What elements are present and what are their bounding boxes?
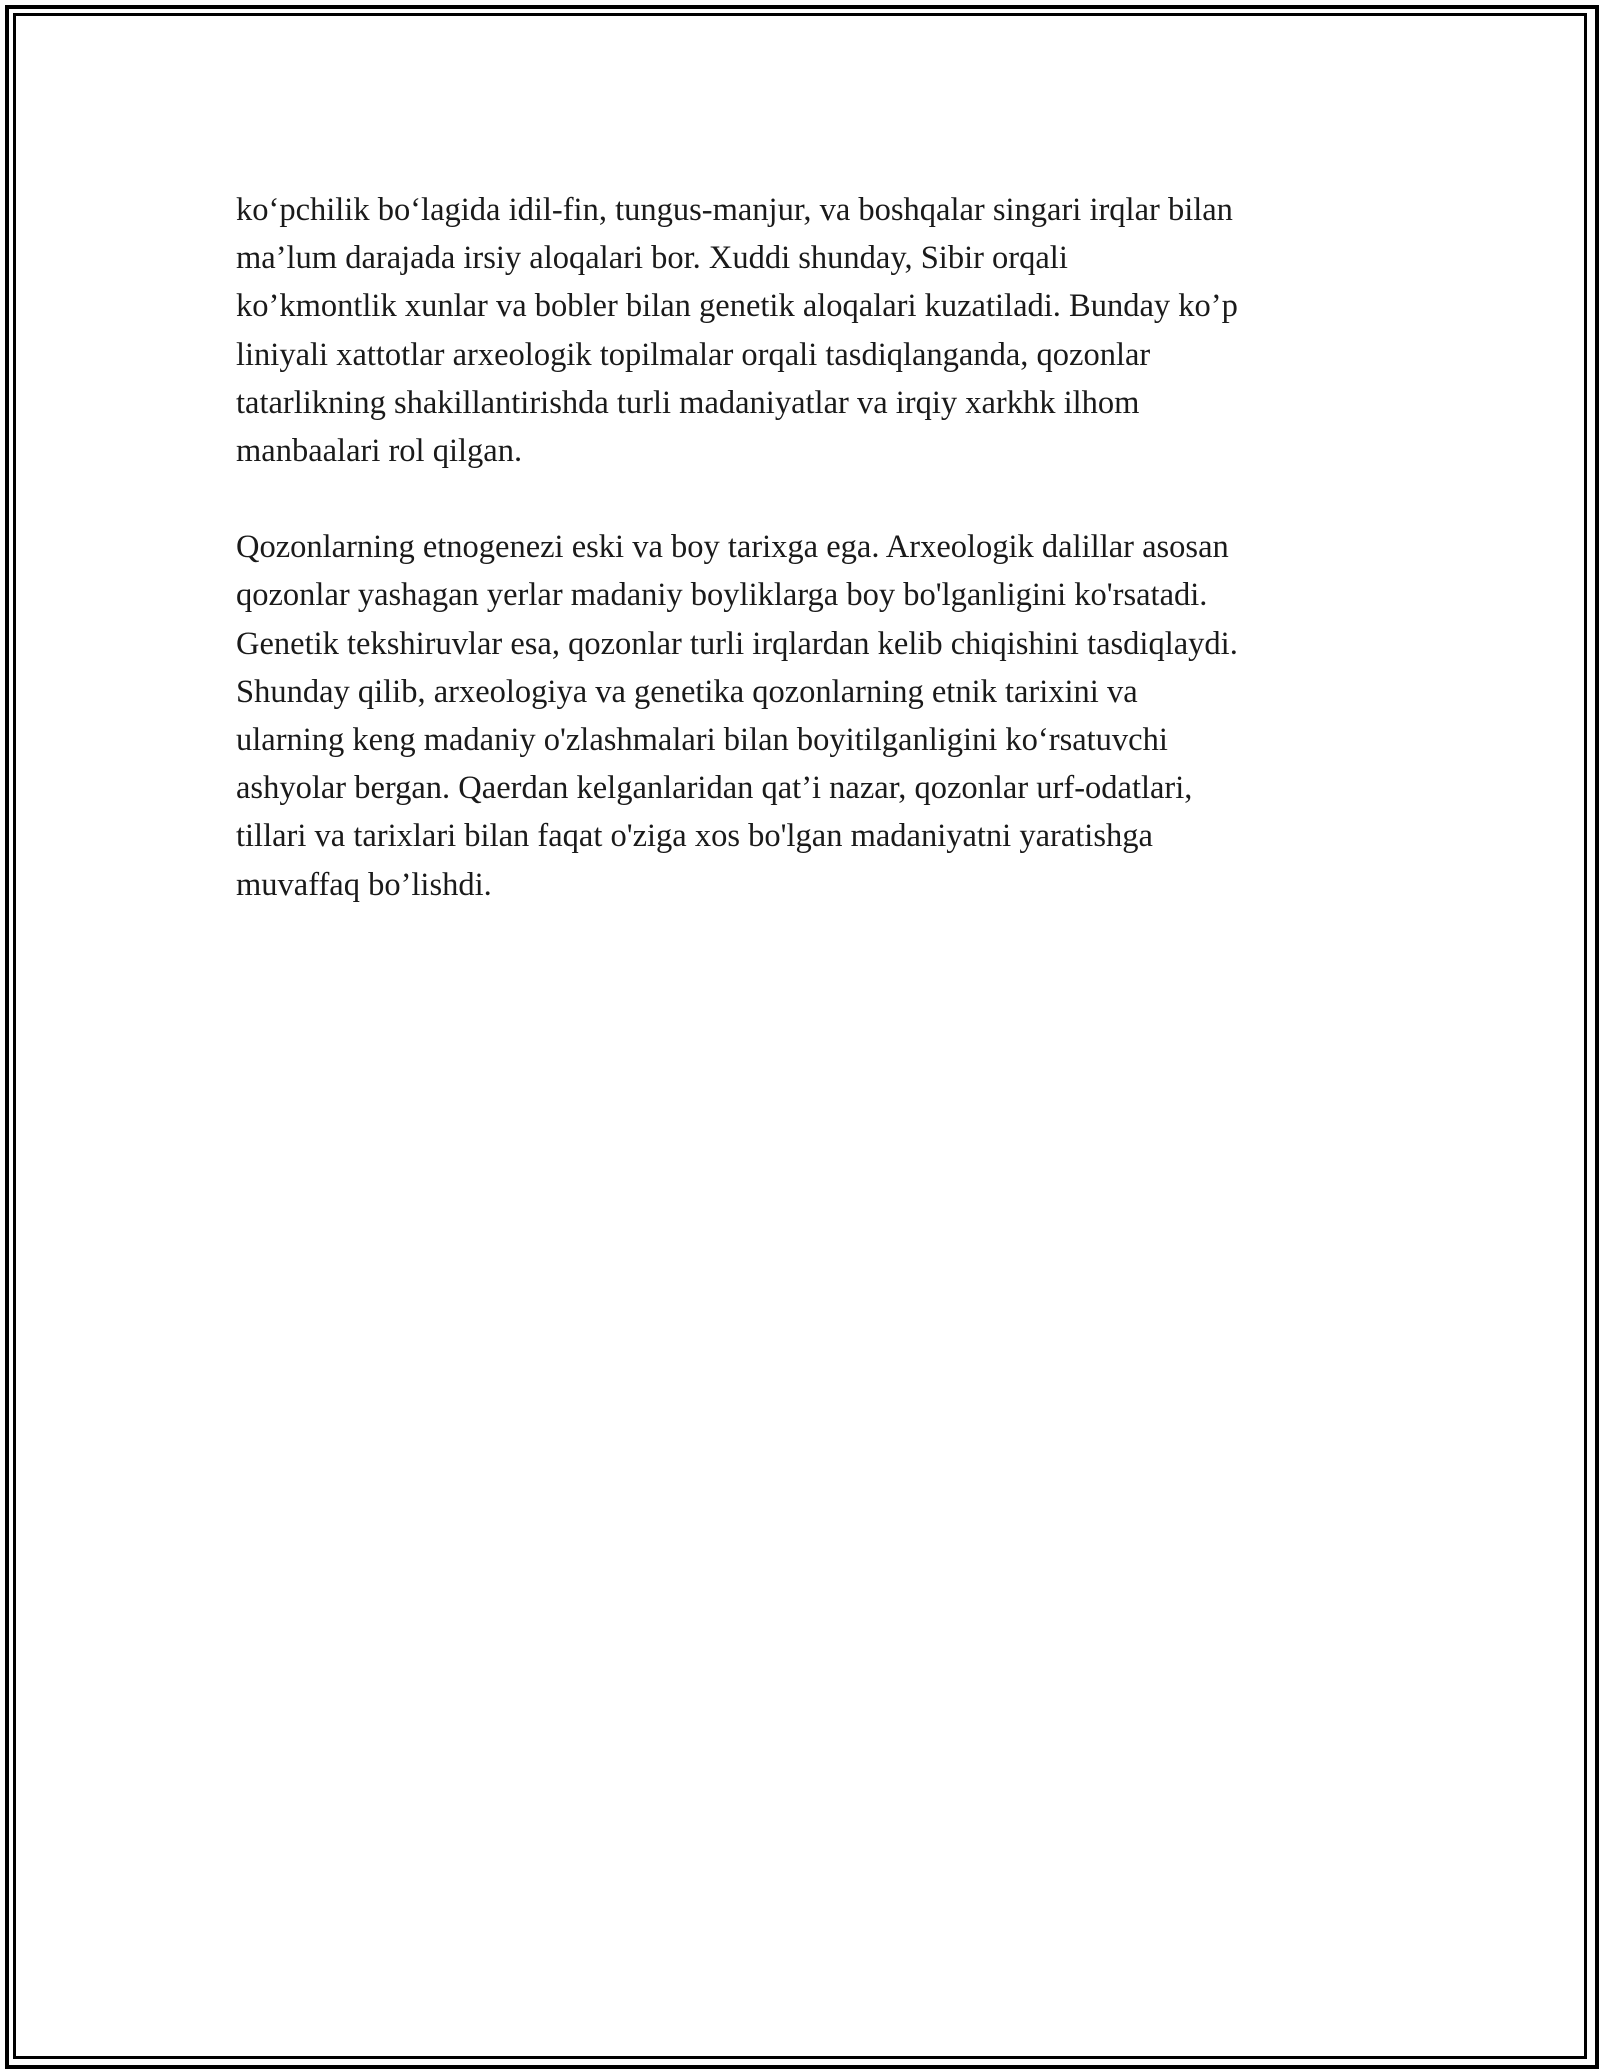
paragraph-spacer [236, 475, 1386, 523]
paragraph-1 [236, 186, 1386, 475]
text-line: ko’kmontlik xunlar va bobler bilan genetik aloqalari kuzatiladi. Bunday ko’p [236, 288, 1238, 325]
text-line: Qozonlarning etnogenezi eski va boy tarixga ega. Arxeologik dalillar asosan [236, 529, 1229, 566]
document-body [236, 186, 1386, 909]
text-line: muvaffaq bo’lishdi. [236, 866, 492, 903]
text-line: ashyolar bergan. Qaerdan kelganlaridan qat’i nazar, qozonlar urf-odatlari, [236, 770, 1193, 807]
text-line: liniyali xattotlar arxeologik topilmalar orqali tasdiqlanganda, qozonlar [236, 336, 1151, 373]
text-line: ko‘pchilik bo‘lagida idil-fin, tungus-manjur, va boshqalar singari irqlar bilan [236, 192, 1233, 228]
text-line: Shunday qilib, arxeologiya va genetika qozonlarning etnik tarixini va [236, 673, 1138, 710]
text-line: manbaalari rol qilgan. [236, 433, 523, 470]
text-line: ularning keng madaniy o'zlashmalari bilan boyitilganligini ko‘rsatuvchi [236, 722, 1168, 759]
paragraph-2 [236, 523, 1386, 909]
text-line: qozonlar yashagan yerlar madaniy boyliklarga boy bo'lganligini ko'rsatadi. [236, 577, 1208, 614]
text-line: Genetik tekshiruvlar esa, qozonlar turli irqlardan kelib chiqishini tasdiqlaydi. [236, 625, 1238, 662]
text-line: tatarlikning shakillantirishda turli madaniyatlar va irqiy xarkhk ilhom [236, 384, 1140, 421]
text-line: tillari va tarixlari bilan faqat o'ziga xos bo'lgan madaniyatni yaratishga [236, 818, 1153, 855]
text-line: ma’lum darajada irsiy aloqalari bor. Xuddi shunday, Sibir orqali [236, 240, 1068, 277]
